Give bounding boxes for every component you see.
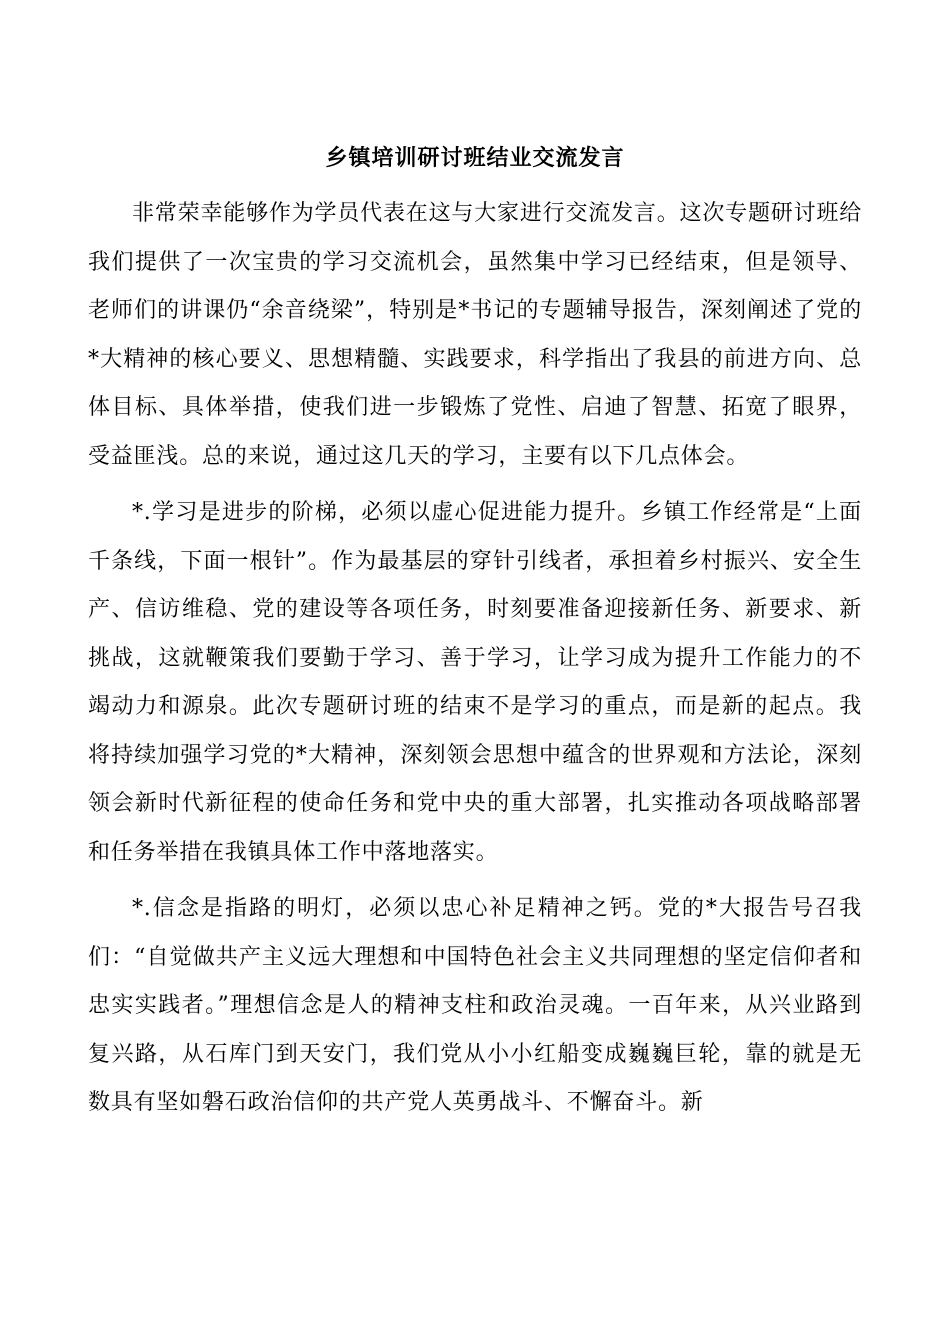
document-body [88, 190, 862, 1128]
paragraph-point-learning: *.学习是进步的阶梯，必须以虚心促进能力提升。乡镇工作经常是“上面千条线，下面一根针”。作为最基层的穿针引线者，承担着乡村振兴、安全生产、信访维稳、党的建设等各项任务，时刻要准备迎接新任务、新要求、新挑战，这就鞭策我们要勤于学习、善于学习，让学习成为提升工作能力的不竭动力和源泉。此次专题研讨班的结束不是学习的重点，而是新的起点。我将持续加强学习党的*大精神，深刻领会思想中蕴含的世界观和方法论，深刻领会新时代新征程的使命任务和党中央的重大部署，扎实推动各项战略部署和任务举措在我镇具体工作中落地落实。 [88, 500, 862, 865]
paragraph-intro: 非常荣幸能够作为学员代表在这与大家进行交流发言。这次专题研讨班给我们提供了一次宝贵的学习交流机会，虽然集中学习已经结束，但是领导、老师们的讲课仍“余音绕梁”，特别是*书记的专题辅导报告，深刻阐述了党的*大精神的核心要义、思想精髓、实践要求，科学指出了我县的前进方向、总体目标、具体举措，使我们进一步锻炼了党性、启迪了智慧、拓宽了眼界，受益匪浅。总的来说，通过这几天的学习，主要有以下几点体会。 [88, 201, 862, 469]
document-title: 乡镇培训研讨班结业交流发言 [325, 145, 625, 171]
paragraph-point-belief: *.信念是指路的明灯，必须以忠心补足精神之钙。党的*大报告号召我们：“自觉做共产主义远大理想和中国特色社会主义共同理想的坚定信仰者和忠实实践者。”理想信念是人的精神支柱和政治灵魂。一百年来，从兴业路到复兴路，从石库门到天安门，我们党从小小红船变成巍巍巨轮，靠的就是无数具有坚如磐石政治信仰的共产党人英勇战斗、不懈奋斗。新 [88, 896, 862, 1115]
